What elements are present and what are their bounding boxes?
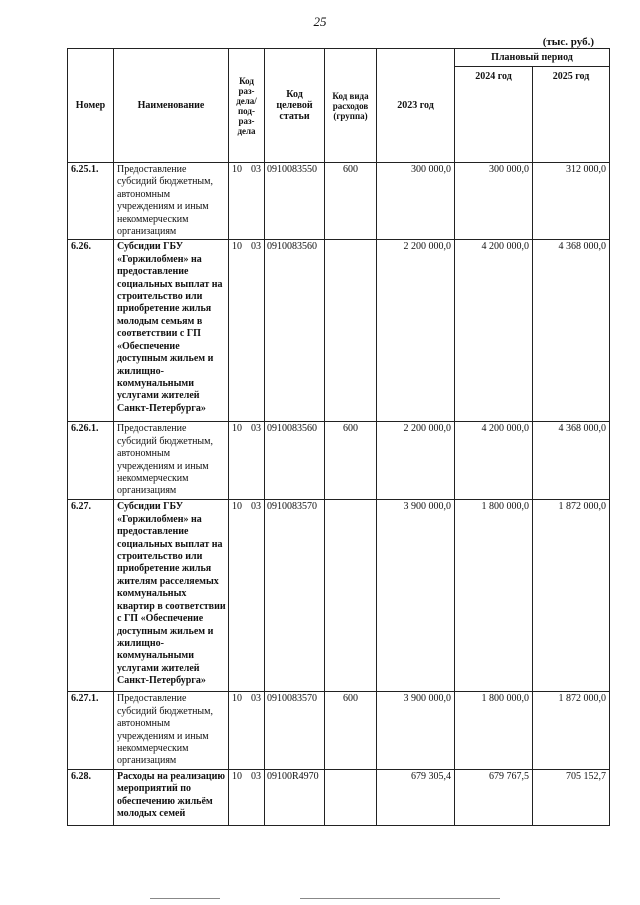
row-vid: 600 — [325, 163, 377, 240]
row-number: 6.25.1. — [68, 163, 114, 240]
row-number: 6.27.1. — [68, 692, 114, 769]
row-2025: 4 368 000,0 — [533, 422, 610, 500]
row-target: 0910083570 — [265, 692, 325, 769]
table-row — [68, 163, 610, 240]
row-rz: 10 — [232, 164, 242, 175]
footer-divider-left — [150, 898, 220, 899]
header-vid: Код вида расходов (группа) — [325, 49, 377, 163]
table-row — [68, 240, 610, 422]
header-target: Код целевой статьи — [265, 49, 325, 163]
header-2024: 2024 год — [455, 67, 533, 163]
row-2024: 1 800 000,0 — [455, 692, 533, 769]
row-2023: 300 000,0 — [377, 163, 455, 240]
row-name: Предоставление субсидий бюджетным, автономным учреждениям и иным некоммерческим организациям — [114, 692, 229, 769]
row-razdel — [229, 240, 265, 422]
unit-note: (тыс. руб.) — [542, 36, 594, 48]
row-target: 09100R4970 — [265, 769, 325, 825]
budget-table — [67, 48, 610, 826]
row-2025: 1 872 000,0 — [533, 692, 610, 769]
header-2025: 2025 год — [533, 67, 610, 163]
row-prz: 03 — [251, 423, 261, 435]
row-prz: 03 — [251, 241, 261, 253]
row-number: 6.28. — [68, 769, 114, 825]
row-name: Предоставление субсидий бюджетным, автономным учреждениям и иным некоммерческим организациям — [114, 163, 229, 240]
table-row — [68, 769, 610, 825]
row-prz: 03 — [251, 164, 261, 175]
row-razdel — [229, 500, 265, 692]
page-number: 25 — [313, 14, 327, 29]
row-name: Расходы на реализацию мероприятий по обеспечению жильём молодых семей — [114, 769, 229, 825]
row-name: Предоставление субсидий бюджетным, автономным учреждениям и иным некоммерческим организациям — [114, 422, 229, 500]
row-2024: 1 800 000,0 — [455, 500, 533, 692]
row-number: 6.27. — [68, 500, 114, 692]
row-number: 6.26. — [68, 240, 114, 422]
row-2024: 4 200 000,0 — [455, 240, 533, 422]
row-vid — [325, 240, 377, 422]
row-rz: 10 — [232, 501, 242, 513]
row-vid: 600 — [325, 692, 377, 769]
row-razdel — [229, 422, 265, 500]
row-prz: 03 — [251, 770, 261, 782]
row-prz: 03 — [251, 693, 261, 705]
row-name: Субсидии ГБУ «Горжилобмен» на предоставление социальных выплат на строительство или приобретение жилья молодым семьям в соответствии с ГП «Обеспечение доступным жильем и жилищно-коммунальными услугами жителей Санкт-Петербурга» — [114, 240, 229, 422]
row-name: Субсидии ГБУ «Горжилобмен» на предоставление социальных выплат на строительство или приобретение жилья жителям расселяемых коммунальных квартир в соответствии с ГП «Обеспечение доступным жильем и жилищно-коммунальными услугами жителей Санкт-Петербурга» — [114, 500, 229, 692]
table-row — [68, 422, 610, 500]
row-rz: 10 — [232, 423, 242, 435]
row-prz: 03 — [251, 501, 261, 513]
header-razdel: Код раз-дела/ под-раз-дела — [229, 49, 265, 163]
row-2023: 3 900 000,0 — [377, 692, 455, 769]
row-2023: 3 900 000,0 — [377, 500, 455, 692]
row-2023: 2 200 000,0 — [377, 240, 455, 422]
row-target: 0910083560 — [265, 422, 325, 500]
row-rz: 10 — [232, 770, 242, 782]
row-2025: 312 000,0 — [533, 163, 610, 240]
header-2023: 2023 год — [377, 49, 455, 163]
row-target: 0910083570 — [265, 500, 325, 692]
row-rz: 10 — [232, 693, 242, 705]
row-2024: 300 000,0 — [455, 163, 533, 240]
row-target: 0910083560 — [265, 240, 325, 422]
footer-divider-right — [300, 898, 500, 899]
row-2025: 1 872 000,0 — [533, 500, 610, 692]
row-razdel — [229, 769, 265, 825]
row-vid: 600 — [325, 422, 377, 500]
row-2023: 2 200 000,0 — [377, 422, 455, 500]
table-row — [68, 500, 610, 692]
header-number: Номер — [68, 49, 114, 163]
row-vid — [325, 500, 377, 692]
row-target: 0910083550 — [265, 163, 325, 240]
row-2024: 679 767,5 — [455, 769, 533, 825]
row-razdel — [229, 692, 265, 769]
header-name: Наименование — [114, 49, 229, 163]
row-number: 6.26.1. — [68, 422, 114, 500]
row-2024: 4 200 000,0 — [455, 422, 533, 500]
header-plan: Плановый период — [455, 49, 610, 67]
row-2025: 705 152,7 — [533, 769, 610, 825]
row-rz: 10 — [232, 241, 242, 253]
row-2023: 679 305,4 — [377, 769, 455, 825]
row-2025: 4 368 000,0 — [533, 240, 610, 422]
row-razdel — [229, 163, 265, 240]
row-vid — [325, 769, 377, 825]
table-row — [68, 692, 610, 769]
